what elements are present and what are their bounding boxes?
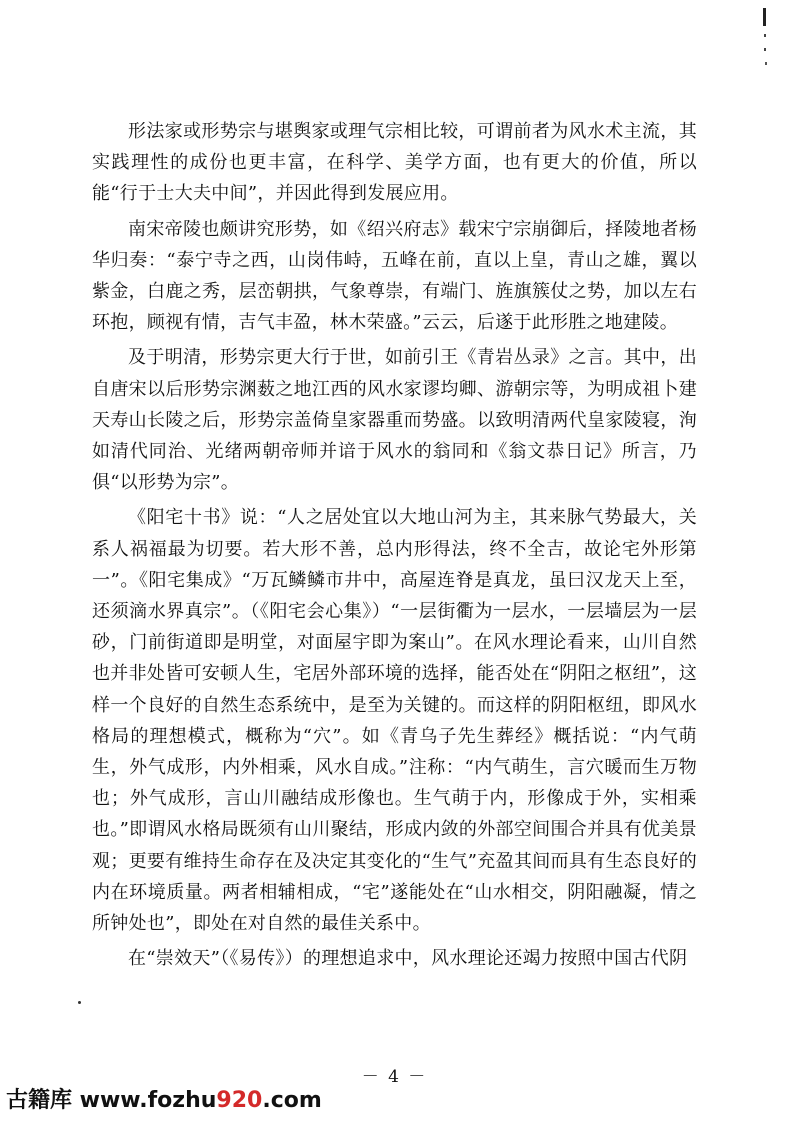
scan-mark [763,8,766,26]
watermark-suffix: .com [262,1088,322,1113]
paragraph: 《阳宅十书》说：“人之居处宜以大地山河为主，其来脉气势最大，关系人祸福最为切要。若大形不善，总内形得法，终不全吉，故论宅外形第一”。《阳宅集成》“万瓦鳞鳞市井中，高屋连脊是真龙，虽曰汉龙天上至，还须滴水界真宗”。（《阳宅会心集》）“一层街衢为一层水，一层墙层为一层砂，门前街道即是明堂，对面屋宇即为案山”。在风水理论看来，山川自然也并非处皆可安顿人生，宅居外部环境的选择，能否处在“阴阳之枢纽”，这样一个良好的自然生态系统中，是至为关键的。而这样的阴阳枢纽，即风水格局的理想模式，概称为“穴”。如《青乌子先生葬经》概括说：“内气萌生，外气成形，内外相乘，风水自成。”注称：“内气萌生，言穴暖而生万物也；外气成形，言山川融结成形像也。生气萌于内，形像成于外，实相乘也。”即谓风水格局既须有山川聚结，形成内敛的外部空间围合并具有优美景观；更要有维持生命存在及决定其变化的“生气”充盈其间而具有生态良好的内在环境质量。两者相辅相成，“宅”遂能处在“山水相交，阴阳融凝，情之所钟处也”，即处在对自然的最佳关系中。 [92,507,697,935]
watermark-prefix: 古籍库 www.fozhu [6,1088,217,1113]
paragraph: 形法家或形势宗与堪舆家或理气宗相比较，可谓前者为风水术主流，其实践理性的成份也更丰富，在科学、美学方面，也有更大的价值，所以能“行于士大夫中间”，并因此得到发展应用。 [92,121,697,205]
scan-edge-marks [761,8,769,68]
paragraph: 及于明清，形势宗更大行于世，如前引王《青岩丛录》之言。其中，出自唐宋以后形势宗渊薮之地江西的风水家谬均卿、游朝宗等，为明成祖卜建天寿山长陵之后，形势宗盖倚皇家器重而势盛。以致明清两代皇家陵寝，洵如清代同治、光绪两朝帝师并谙于风水的翁同和《翁文恭日记》所言，乃俱“以形势为宗”。 [92,347,697,494]
paragraph: 南宋帝陵也颇讲究形势，如《绍兴府志》载宋宁宗崩御后，择陵地者杨华归奏：“泰宁寺之西，山岗伟峙，五峰在前，直以上皇，青山之雄，翼以紫金，白鹿之秀，层峦朝拱，气象尊崇，有端门、旌旗簇仗之势，加以左右环抱，顾视有情，吉气丰盈，林木荣盛。”云云，后遂于此形胜之地建陵。 [92,218,697,334]
watermark-number: 920 [216,1088,263,1113]
scan-mark [765,62,767,65]
body-text [92,116,697,978]
site-watermark [6,1083,322,1114]
paragraph: 在“崇效天”（《易传》）的理想追求中，风水理论还竭力按照中国古代阴 [128,948,688,970]
scan-speck [78,1001,81,1004]
page-number: － 4 － [361,1067,428,1087]
scan-mark [764,34,766,37]
scan-mark [764,48,766,51]
